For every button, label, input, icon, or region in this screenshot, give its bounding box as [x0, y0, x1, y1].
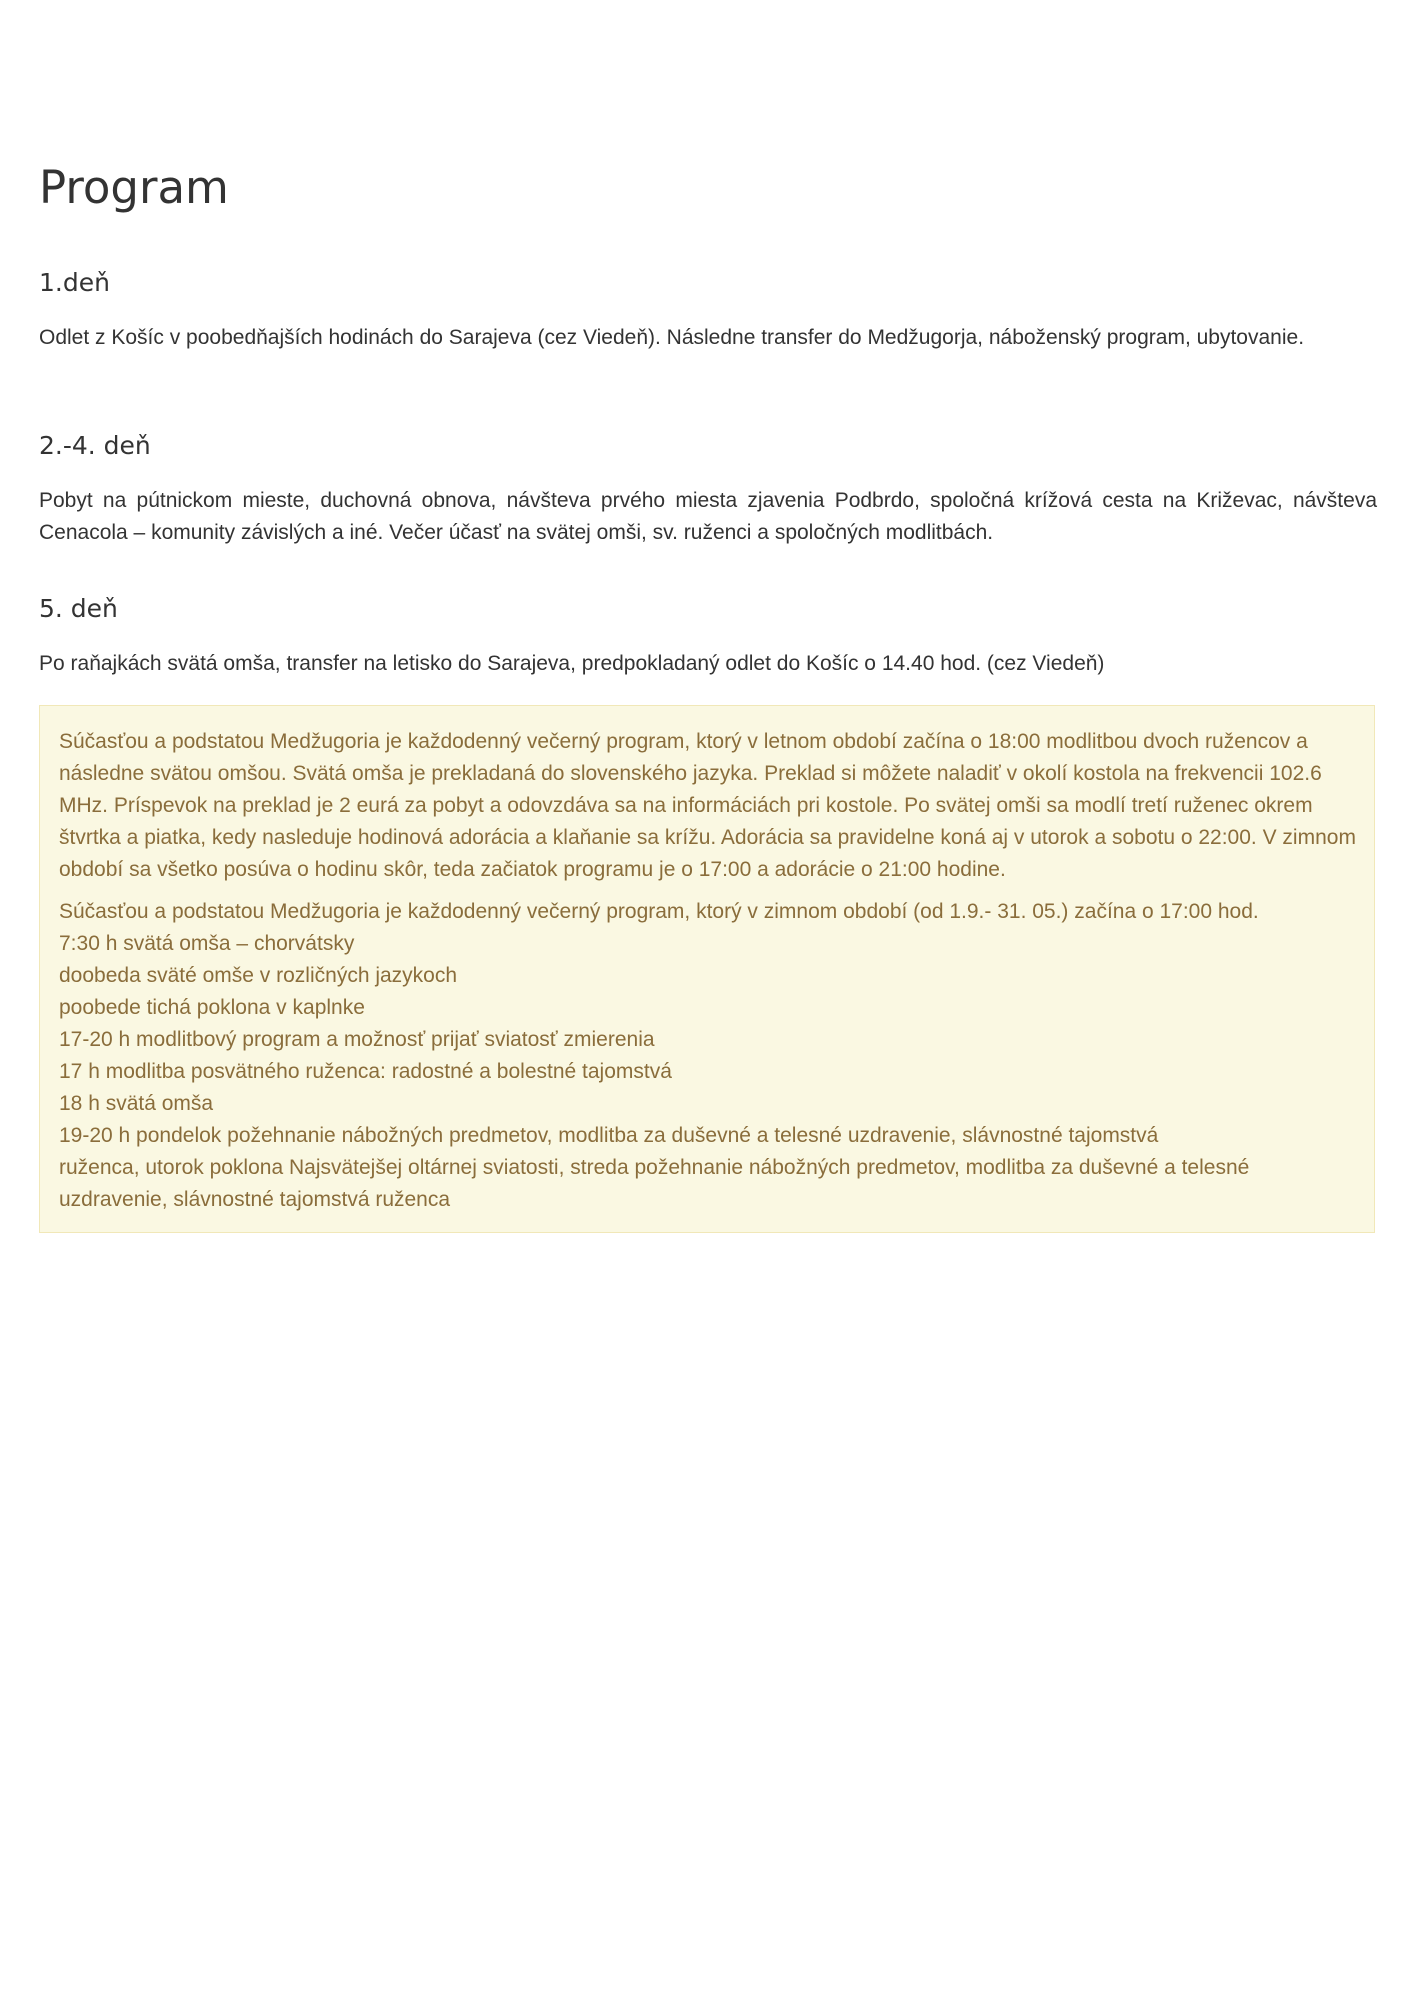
winter-program-line: poobede tichá poklona v kaplnke: [59, 996, 365, 1019]
winter-program-line: 17-20 h modlitbový program a možnosť prijať sviatosť zmierenia: [59, 1028, 655, 1051]
winter-program-line: 19-20 h pondelok požehnanie nábožných predmetov, modlitba za duševné a telesné uzdravenie, slávnostné tajomstvá: [59, 1124, 1159, 1147]
winter-program-line: 7:30 h svätá omša – chorvátsky: [59, 932, 355, 955]
winter-program-line: 18 h svätá omša: [59, 1092, 214, 1115]
day-2-4-text: Pobyt na pútnickom mieste, duchovná obnova, návšteva prvého miesta zjavenia Podbrdo, spoločná krížová cesta na Križevac, návšteva Cenacola – komunity závislých a iné. Večer účasť na svätej omši, sv. ruženci a spoločných modlitbách.: [39, 489, 1377, 544]
program-notice-box: [39, 705, 1375, 1233]
day-2-4-heading: 2.-4. deň: [39, 431, 151, 460]
day-5-text: Po raňajkách svätá omša, transfer na letisko do Sarajeva, predpokladaný odlet do Košíc o 14.40 hod. (cez Viedeň): [39, 652, 1105, 675]
day-5-heading: 5. deň: [39, 594, 118, 623]
winter-program-block: [59, 896, 1356, 1216]
winter-program-line: 17 h modlitba posvätného ruženca: radostné a bolestné tajomstvá: [59, 1060, 672, 1083]
summer-program-paragraph: Súčasťou a podstatou Medžugoria je každodenný večerný program, ktorý v letnom období začína o 18:00 modlitbou dvoch ružencov a následne svätou omšou. Svätá omša je prekladaná do slovenského jazyka. Preklad si môžete naladiť v okolí kostola na frekvencii 102.6 MHz. Príspevok na preklad je 2 eurá za pobyt a odovzdáva sa na informáciách pri kostole. Po svätej omši sa modlí tretí ruženec okrem štvrtka a piatka, kedy nasleduje hodinová adorácia a klaňanie sa krížu. Adorácia sa pravidelne koná aj v utorok a sobotu o 22:00. V zimnom období sa všetko posúva o hodinu skôr, teda začiatok programu je o 17:00 a adorácie o 21:00 hodine.: [59, 730, 1356, 881]
winter-program-line: doobeda sväté omše v rozličných jazykoch: [59, 964, 458, 987]
page-title: Program: [39, 161, 229, 214]
day-1-text: Odlet z Košíc v poobedňajších hodinách do Sarajeva (cez Viedeň). Následne transfer do Medžugorja, náboženský program, ubytovanie.: [39, 326, 1305, 349]
winter-program-intro: Súčasťou a podstatou Medžugoria je každodenný večerný program, ktorý v zimnom období (od 1.9.- 31. 05.) začína o 17:00 hod.: [59, 900, 1259, 923]
winter-program-line: ruženca, utorok poklona Najsvätejšej oltárnej sviatosti, streda požehnanie nábožných predmetov, modlitba za duševné a telesné uzdravenie, slávnostné tajomstvá ruženca: [59, 1156, 1250, 1211]
day-1-heading: 1.deň: [39, 268, 110, 297]
